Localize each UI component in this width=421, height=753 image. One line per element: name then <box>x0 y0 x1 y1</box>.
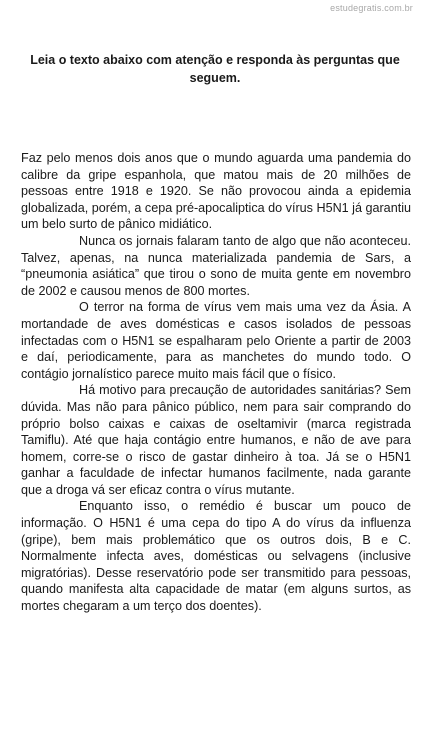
paragraph-4: Há motivo para precaução de autoridades sanitárias? Sem dúvida. Mas não para pânico público, nem para sair comprando do próprio bolso caixas e caixas de oseltamivir (marca registrada Tamiflu). Até que haja contágio entre humanos, e não de ave para homem, corre-se o risco de gastar dinheiro à toa. Já se o H5N1 ganhar a faculdade de infectar humanos facilmente, nada garante que a droga vá ser eficaz contra o vírus mutante. <box>21 383 411 497</box>
article-body <box>21 150 411 615</box>
instructions-heading: Leia o texto abaixo com atenção e responda às perguntas que seguem. <box>30 53 400 85</box>
paragraph-5: Enquanto isso, o remédio é buscar um pouco de informação. O H5N1 é uma cepa do tipo A do vírus da influenza (gripe), bem mais problemático que os outros dois, B e C. Normalmente infecta aves, domésticas ou selvagens (inclusive migratórias). Desse reservatório pode ser transmitido para pessoas, quando manifesta alta capacidade de matar (em alguns surtos, as mortes chegaram a um terço dos doentes). <box>21 499 411 614</box>
paragraph-2: Nunca os jornais falaram tanto de algo que não aconteceu. Talvez, apenas, na nunca materializada pandemia de Sars, a “pneumonia asiática” que tirou o sono de muita gente em novembro de 2002 e causou menos de 800 mortes. <box>21 233 411 298</box>
site-watermark: estudegratis.com.br <box>330 3 413 13</box>
paragraph-3: O terror na forma de vírus vem mais uma vez da Ásia. A mortandade de aves domésticas e casos isolados de pessoas infectadas com o H5N1 se espalharam pelo Oriente a partir de 2003 e daí, periodicamente, para as manchetes do mundo todo. O contágio jornalístico parece muito mais fácil que o físico. <box>21 300 411 381</box>
paragraph-1: Faz pelo menos dois anos que o mundo aguarda uma pandemia do calibre da gripe espanhola, que matou mais de 20 milhões de pessoas entre 1918 e 1920. Se não provocou ainda a epidemia globalizada, porém, a cepa pré-apocaliptica do vírus H5N1 já garantiu um belo surto de pânico midiático. <box>21 151 411 232</box>
